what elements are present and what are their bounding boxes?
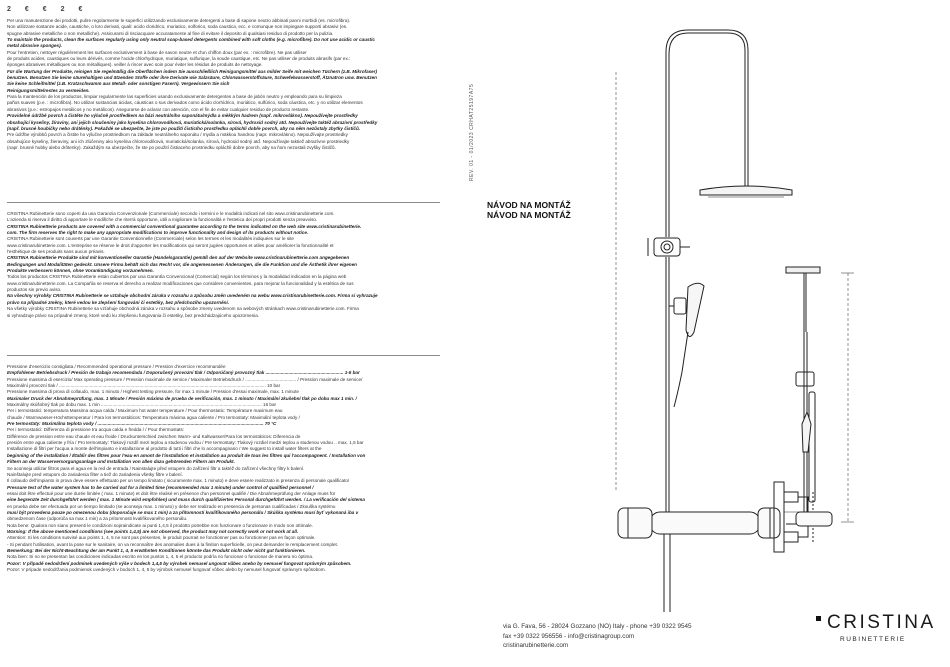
specs-line: Pressione massima di esercizio/ Max operating pressure / Pression maximale de service / Maximaler Betriebsdruck / ........................................ / Pression maximale de service/ [7, 376, 363, 382]
warranty-line: si vyhradzuje právo na prípadné zmeny, ktoré vedú ku zlepšeniu fungovania či estetiky, bez predchádzajúceho upozornenia. [7, 312, 260, 318]
warranty-line: CRISTINA Rubinetterie sono coperti da una Garanzia Convenzionale (Commerciale) secondo i termini e le modalità indicati nel sito www.cristinarubinetterie.com. [7, 211, 335, 216]
warranty-line: právo na případné změny, které vedou ke zlepšení fungování či estetiky, bez předchozího upozornění. [7, 299, 229, 305]
warranty-line: CRISTINA Rubinetterie products are covered with a commercial conventional guarantee according to the terms indicated on the web site www.cristinarubinetterie. [7, 223, 362, 229]
care-line: metal abrasive sponges). [7, 43, 62, 49]
warranty-line: Todos los productos CRISTINA Rubinetterie están cubiertos por una Garantía Convencional (Comercial) según los términos y la modalidad indicados en la página web [7, 274, 347, 280]
care-line: Für die Wartung der Produkte, reinigen Sie regelmäßig die Oberflächen indem Sie ausschließlich Reinigungsmittel aus milder Seife mit weichen Tüchern (z.B. Mikrofaser) [7, 68, 378, 74]
care-line: benutzen. Benutzen Sie keine säurehaltigen und ätzenden Stoffe oder ihre Derivate wie Salzsäure, Chlorwasserstoffsäure, Schwefelwasserstoff, Ätznatron usw. Benutzen [7, 75, 377, 81]
warranty-line: l'esthétique de ses produits sans aucun préavis. [7, 249, 105, 255]
specs-line: essai doit être effectué pour une durée limitée ( max. 1 minute) et doit être réalisé en présence d'un personnel qualifié / Die Abnahmeprüfung der Anlage muss für [7, 490, 336, 496]
specs-line: Il collaudo dell'impianto in prova deve essere effettuato per un tempo limitato ( sicuramente max. 1 minuto) e deve essere realizzato in presenza di personale qualificato/ [7, 478, 350, 484]
specs-line: Per i termostatici: temperatura Massima acqua calda / Maximum hot water temperature / Pour thermostatic: Température maximum eau [7, 408, 283, 414]
specs-line: Installazione di filtri per l'acqua a monte dell'impianto e installazione al prodotto di tutti i filtri che lo accompagnano / We suggest to install water filters at the [7, 446, 322, 452]
care-line: Pre údržbe výrobků povrch a čistite ho výlučne prostriedkom na základe neutrálneho saponátu / mydla a mäkkou handrou (napr. mikrovlákno). Nepoužívajte prostriedky [7, 132, 348, 138]
warranty-line: productos sin previo aviso. [7, 287, 62, 293]
page-title [487, 200, 571, 220]
diverter [796, 372, 814, 386]
maintenance-section [7, 18, 440, 196]
specs-line: Maximálny skúšobný tlak po dobu max. 1 min .............................................................................................................................. 16 bar [7, 402, 277, 408]
specs-line: Filtern an der Wasserversorgungsanlage und Installation von allen dazu gehörenden Filtern am Produkt. [7, 459, 235, 465]
specs-line: Pressione d'esercizio consigliata / Recommended operational pressure / Pression d'exercice recommandée [7, 364, 226, 369]
care-line: abrasivos (p.e.: estropajos metálicos y no metálicos). Asegurarse de aclarar con atención, con el fin de evitar cualquier residuo de producto restante. [7, 106, 310, 112]
specs-line: obmedzenom čase (odporúča sa max 1 min) a za prítomnosti kvalifikovaného personálu. [7, 516, 188, 522]
warranty-section [7, 209, 440, 349]
specs-line: Différence de pression entre eau chaude et eau froide / Druckunterschied zwischen Warm- und Kaltwasser/Para los termostáticos: Diferencia de [7, 433, 301, 439]
specs-line: Bemerkung: Bei der Nicht-Beachtung der am Punkt 1, 4, 5 erwähnten Konditionen könnte das Produkt nicht oder nicht gut funktionieren. [7, 547, 306, 553]
revision-code: REV. 01 - 01/2023 CRHAT25197A75 [469, 83, 475, 181]
specs-line: musí být provedena pouze po omezenou dobu (doporučuje se max 1 min) a za přítomnosti kvalifikovaného personálu / Skúška systému musí byť vykonaná iba v [7, 509, 359, 515]
specs-line: Pre termostaty: Maximálna teplota vody / .................................................................................................................................. 70 °C [7, 421, 277, 427]
warranty-line: CRISTINA Rubinetterie sont couverts par une Garantie Conventionnelle (Commerciale) selon les termes et les modalités indiquées sur le site [7, 236, 294, 242]
specs-line: Maximální provozní tlak / .................................................................................................................................................................. 10 bar [7, 383, 281, 389]
specs-line: Empfohlener Betriebsdruck / Presión de trabajo recomendada / Doporučený provozní tlak / Odporúčaný provozný tlak ............................................................. 1-5 bar [7, 370, 360, 376]
brand-name: CRISTINA [827, 612, 936, 633]
title-cz: NÁVOD NA MONTÁŽ [487, 200, 571, 210]
specs-line: Maximaler Druck der Abnahmeprüfung, max. 1 Minute / Presión máxima de prueba de verificación, max. 1 minuto / Maximální zkušební tlak po dobu max 1 min. / [7, 395, 357, 401]
care-line: To maintain the products, clean the surfaces regularly using only neutral soap-based detergents combined with soft cloths (e.g. microfibre). Do not use acidic or caustic [7, 37, 375, 43]
pictogram: € [42, 6, 48, 13]
temperature-handle [618, 508, 652, 538]
warranty-line: CRISTINA Rubinetterie Produkte sind mit konventioneller Garantie (Handelsgarantie) gemäß den auf der Website www.cristinarubinetterie.com angegebenen [7, 255, 350, 261]
specs-line: presión entre agua caliente y fría / Pro termostaty: Tlakový rozdíl mezi teplou a studenou vodou / Pre termostaty: Tlakový rozdiel medzi teplou a studenou vodou .. max. 1,5 bar [7, 440, 364, 446]
specs-line: Nota bene: Qualora non siano presenti le condizioni sopraindicate ai punti 1,4,5 il prodotto potrebbe non funzionare o funzionare in modo non ottimale. [7, 522, 313, 528]
brand-logo [816, 612, 936, 643]
specs-line: Pressure test of the water system has to be carried out for a limited time (recommended max 1 minute) under control of qualified personnel / [7, 484, 314, 490]
pictogram: € [78, 6, 84, 13]
specs-line: Se aconseja utilizar filtros para el agua en la red de entrada / Nainstalujte před vstupem do zařízení filtr a taktéž do zařízení všechny filtry k balení. [7, 465, 305, 471]
overhead-shower-head [700, 186, 792, 195]
shower-head-front [786, 267, 820, 273]
warranty-line: com. The firm reserves the right to make any appropriate modifications to improve functionality and design of its products without notice. [7, 230, 309, 236]
specs-line: - Si pendant l'utilisation, avant la pose sur le sanitaire, on va reconnaître des anomalies dues à la finition superficielle, on peut demander le remplacement complet. [7, 541, 339, 547]
care-line: (např. brusné houbičky nebo drátěnky). Pokaždé se ubezpečte, že jste po použití čisticího prostředku opláchli dobře povrch, aby na něm nezůstaly zbytky čističů. [7, 125, 361, 131]
mixer-right [796, 512, 832, 526]
hand-shower [686, 283, 704, 336]
care-line: obsahující kyseliny, žíraviny, ani jejich sloučeniny jako kyselina chlorovodíková, muriatická/solanka, sírová, hydroxid sodný atd. Nepoužívejte taktéž abrazivní prostředky [7, 119, 378, 125]
specs-line: Warning: If the above mentioned conditions (see points 1,4,5) are not observed, the product may not correctly work or not work at all. [7, 528, 299, 534]
care-line: obsahujúce kyseliny, žieraviny, ani ich zlúčeniny ako kyselina chlorovodíková, muriatická/solanka, sírová, hydroxid sodný atď. Nepoužívajte taktiež abrazívne prostriedky [7, 138, 350, 144]
brand-subtitle: RUBINETTERIE [840, 636, 906, 643]
pictogram-row [7, 6, 440, 18]
shower-arm [666, 30, 748, 188]
care-line: (napr. brusné hubky alebo drôtenky). Zakaždým sa ubezpečte, že ste po použití čistiaceho prostriedku opláchli dobre povrch, aby na ňom nezostali zvyšky čističů. [7, 144, 336, 150]
warranty-line: Na všechny výrobky CRISTINA Rubinetterie se vztahuje obchodní záruka v rozsahu a způsobu změn uvedeném na webu www.cristinarubinetterie.com. Firma si vyhrazuje [7, 293, 378, 299]
care-line: spugne abrasive metalliche o non metalliche). Assicurarsi di risciacquare accuratamente al fine di evitare il deposito di qualsiasi residuo di prodotto per la pulizia. [7, 30, 334, 36]
specs-line: Pozor: V prípade nedodržania podmienok uvedených v bodoch 1, 4, 5 by výrobok nemusel fungovať vôbec alebo by nemusel fungovať správnym spôsobom. [7, 567, 326, 572]
thermostatic-mixer [650, 512, 760, 534]
care-line: Pour l'entretien, nettoyer régulièrement les surfaces exclusivement à base de savon neutre et d'un chiffon doux (par ex. : microfibre). Ne pas utiliser [7, 49, 307, 55]
title-sk: NÁVOD NA MONTÁŽ [487, 210, 571, 220]
care-line: Per una manutenzione dei prodotti, pulire regolarmente le superfici utilizzando esclusivamente detergenti a base di sapone neutro abbinati panni morbidi (es. microfibra). [7, 18, 351, 23]
specs-line: Nainštalujte pred vstupom do zariadenia filter a tiež do zariadenia všetky filtre v balení. [7, 471, 183, 477]
specs-line: Pressione massima di prova di collaudo, max. 1 minuto / Highest testing pressure, for max 1 minute / Pression d'essai maximale, max. 1 minute [7, 389, 299, 395]
care-line: Pravidelné údržbě povrch a čistěte ho výlučně prostředkem na bázi neutrálního saponátu/mýdla a měkkým hadrem (např. mikrovlákno). Nepoužívejte prostředky [7, 113, 358, 119]
warranty-line: www.cristinarubinetterie.com. La Compañía se reserva el derecho a realizar modificaciones que considere convenientes, para mejorar la funcionalidad y la estética de sus [7, 280, 354, 286]
shower-column-diagram [608, 12, 858, 632]
pictogram: 2 [7, 6, 12, 13]
logo-square-icon [816, 616, 821, 621]
warranty-line: L'azienda si riserva il diritto di apportare le modifiche che riterrà opportune, utili a migliorare la funzionalità e l'estetica dei propri prodotti senza preavviso. [7, 217, 318, 223]
fax-email-line: fax +39 0322 956556 - info@cristinagroup.com [503, 632, 635, 640]
specs-line: eine begrenzte Zeit durchgeführt werden ( max. 1 Minute wird empfohlen) und muss durch qualifiziertes Personal durchgeführt werden. / La verificación del sistema [7, 497, 365, 503]
care-line: Para la mantención de los productos, limpiar regularmente las superficies usando exclusivamente detergentes a base de jabón neutro y empleando para su limpieza [7, 94, 342, 100]
specs-line: Nota bien: Si no se presentan las condiciones indicadas escrito en los puntos 1, 4, 5 el producto podría no funcionar o funcionar de manera no óptima. [7, 554, 314, 560]
warranty-line: Produkte verbessern können, ohne Vorankündigung vorzunehmen. [7, 268, 154, 274]
divider [7, 355, 440, 356]
multilingual-text-column [7, 6, 440, 661]
specs-line: chaude / Warmwasser-Höchsttemperatur / Para los termostáticos: Temperatura máxima agua caliente / Pro termostaty: Maximální teplota vody / [7, 414, 300, 420]
care-line: de produits acides, caustiques ou leurs dérivés, comme l'acide chlorhydrique, muriatique, sulfurique, la soude caustique, etc. Ne pas utiliser de produits abrasifs (par ex.: [7, 56, 351, 62]
care-line: paños suaves (p.e. : microfibra). No utilizar sustancias ácidas, cáusticas o sus derivados como ácido clorhídrico, muriático, sulfúrico, soda cáustica, etc. y no utilizar elementos [7, 100, 363, 106]
hand-shower-holder [674, 298, 686, 314]
specs-line: beginning of the installation / Établir des filtres pour l'eau en amont de l'installation et installation au produit de tous les filtres qui l'accompagnent. / Installation von [7, 452, 366, 458]
warranty-line: Bedingungen und Modalitäten gedeckt. Unsere Firma behält sich das Recht vor, die angemessenen Änderungen, die die Funktion und die Ästhetik ihrer eigenen [7, 261, 357, 267]
company-address [503, 622, 692, 651]
flow-handle [758, 508, 780, 538]
care-line: Sie keine Schleifmittel (z.B. Kratzschwamm aus Metall- oder sonstigen Fasern). Vergewissern Sie sich [7, 81, 230, 87]
care-line: Reinigungsmittelrestes zu vermeiden. [7, 87, 90, 93]
specs-line: en prueba debe ser efectuada por un tiempo limitado (se aconseja max. 1 minuto) y debe ser realizado en presencia de personas cualificadas / Zkouška systému [7, 503, 336, 509]
care-line: éponges abrasives métalliques ou non métalliques). veiller à rincer avec soin pour éviter les résidus de produits de nettoyage. [7, 62, 263, 68]
website-link[interactable]: cristinarubinetterie.com [503, 642, 569, 649]
slide-bar [809, 392, 815, 502]
specs-line: Pozor: V případě nedodržení podmínek uvedených výše v bodech 1,4,5 by výrobek nemusel ungovat vůbec anebo by nemusel fungovat správným způsobem. [7, 560, 352, 566]
hand-shower-right [802, 412, 811, 452]
warranty-line: www.cristinarubinetterie.com. L'entreprise se réserve le droit d'apporter les modifications qui seront jugées opportunes et utiles pour améliorer la fonctionnalité et [7, 242, 334, 248]
divider [7, 202, 440, 203]
specs-line: Attention: Si les conditions susvisé aux points 1, 4, 5 ne sont pas présentes, le produit pourrait ne fonctionner pas ou fonctionner pas en façon optimale. [7, 535, 316, 541]
pictogram: 2 [60, 6, 66, 13]
address-line: via G. Fava, 56 - 28024 Gozzano (NO) Italy - phone +39 0322 9545 [503, 623, 692, 630]
care-line: Non utilizzare sostanze acide, caustiche, o loro derivati, quali: acido cloridrico, muriatico, solforico, soda caustica, ecc. e comunque non impiegare supporti abrasivi (es. [7, 24, 348, 30]
warranty-line: Na všetky výrobky CRISTINA Rubinetterie sa vzťahuje obchodná záruka v rozsahu a spôsobe zmeny uvedenom na webových stránkach www.cristinarubinetterie.com. Firma [7, 306, 359, 312]
specs-line: Per i termostatici: Differenza di pressione tra acqua calda e fredda / / Pour thermostats: [7, 427, 185, 433]
specifications-section [7, 362, 440, 660]
pictogram: € [24, 6, 30, 13]
